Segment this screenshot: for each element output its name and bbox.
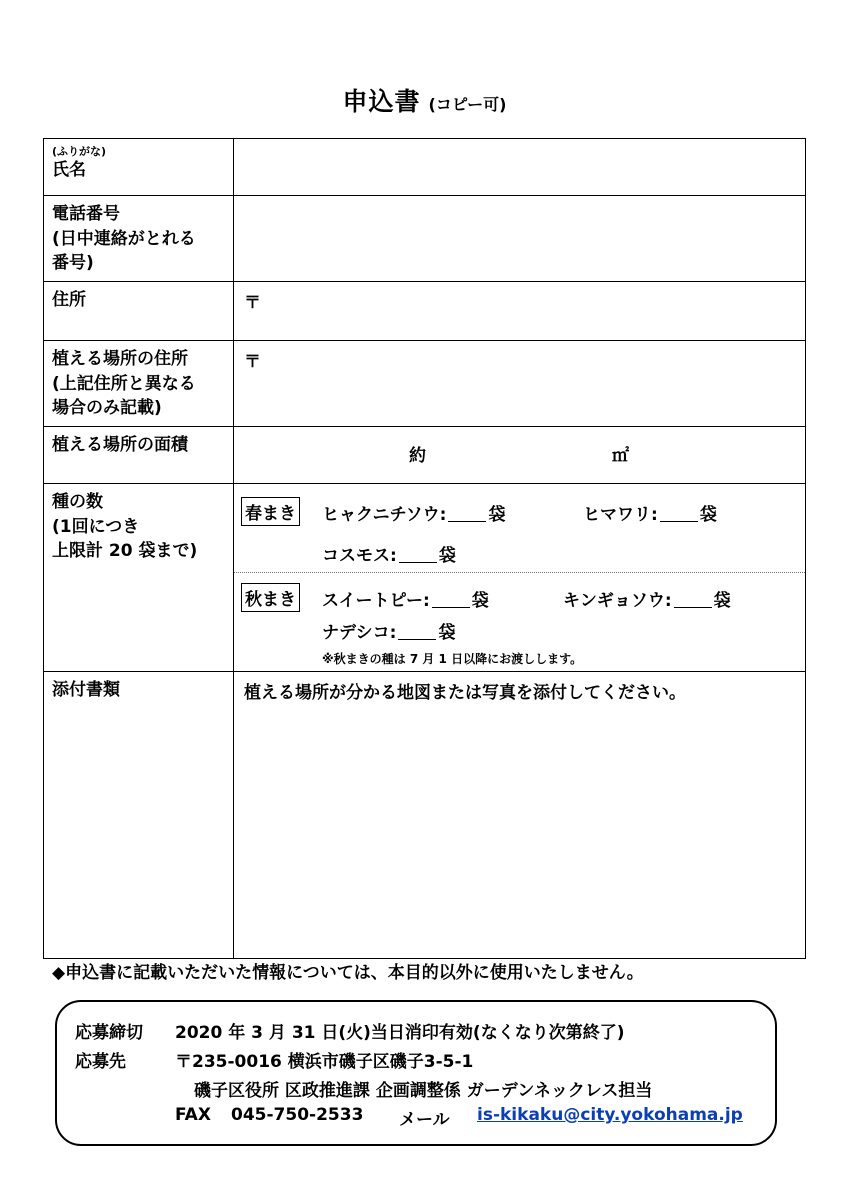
plant-address-label-cell <box>44 341 234 426</box>
autumn-tag: 秋まき <box>241 583 300 612</box>
fax-label: FAX <box>175 1105 211 1125</box>
plant-address-label-line: (上記住所と異なる <box>52 373 196 394</box>
seed-item-dianthus <box>322 618 455 643</box>
tel-label-line: 電話番号 <box>52 204 120 224</box>
tel-label-line: (日中連絡がとれる <box>52 228 196 249</box>
seed-unit: 袋 <box>713 591 731 611</box>
seed-name: スイートピー: <box>322 591 430 611</box>
to-label: 応募先 <box>75 1052 126 1072</box>
row-seeds <box>44 484 805 672</box>
fax-number: 045-750-2533 <box>231 1105 364 1125</box>
furigana-label: (ふりがな) <box>52 145 107 158</box>
title-main: 申込書 <box>342 87 421 116</box>
seeds-label-line: 上限計 20 袋まで) <box>52 541 198 562</box>
seed-name: ナデシコ: <box>322 623 397 643</box>
seed-count-blank[interactable] <box>674 591 712 608</box>
seed-item-zinnia <box>322 500 505 525</box>
title-sub: (コピー可) <box>428 95 507 114</box>
seed-count-blank[interactable] <box>432 591 470 608</box>
email-link[interactable]: is-kikaku@city.yokohama.jp <box>477 1105 743 1125</box>
seeds-label-cell <box>44 484 234 671</box>
seed-name: ヒマワリ: <box>583 505 658 525</box>
row-attachment <box>44 672 805 958</box>
plant-address-label-line: 植える場所の住所 <box>52 349 188 369</box>
name-field[interactable] <box>234 139 805 195</box>
postal-mark: 〒 <box>244 293 261 313</box>
seed-name: コスモス: <box>322 546 397 566</box>
seed-item-sunflower <box>583 500 717 525</box>
application-info-box <box>55 1000 777 1146</box>
form-title <box>0 82 849 118</box>
deadline-label: 応募締切 <box>75 1023 143 1043</box>
attachment-field[interactable] <box>234 672 805 958</box>
area-unit: ㎡ <box>612 446 629 466</box>
seeds-field <box>234 484 805 671</box>
to-address: 〒235-0016 横浜市磯子区磯子3-5-1 <box>175 1052 474 1072</box>
row-tel <box>44 196 805 282</box>
seed-count-blank[interactable] <box>660 505 698 522</box>
area-field[interactable] <box>234 427 805 483</box>
seed-unit: 袋 <box>699 505 717 525</box>
seed-count-blank[interactable] <box>448 505 486 522</box>
seed-count-blank[interactable] <box>399 546 437 563</box>
row-plant-address <box>44 341 805 427</box>
to-dept: 磯子区役所 区政推進課 企画調整係 ガーデンネックレス担当 <box>194 1081 653 1101</box>
seed-name: ヒャクニチソウ: <box>322 505 447 525</box>
seeds-label-line: 種の数 <box>52 492 103 512</box>
spring-block <box>234 484 805 573</box>
seed-unit: 袋 <box>438 623 456 643</box>
address-label: 住所 <box>44 282 234 340</box>
seed-name: キンギョソウ: <box>563 591 672 611</box>
name-label-cell <box>44 139 234 195</box>
row-name <box>44 139 805 196</box>
mail-label: メール <box>399 1110 450 1130</box>
plant-address-field[interactable] <box>234 341 805 426</box>
seed-unit: 袋 <box>488 505 506 525</box>
application-form-table <box>43 138 806 959</box>
privacy-notice: ◆申込書に記載いただいた情報については、本目的以外に使用いたしません。 <box>52 963 644 983</box>
seed-item-cosmos <box>322 541 456 566</box>
deadline-text: 2020 年 3 月 31 日(火)当日消印有効(なくなり次第終了) <box>175 1023 625 1043</box>
address-field[interactable] <box>234 282 805 340</box>
seeds-label-line: (1回につき <box>52 516 140 537</box>
name-label: 氏名 <box>52 160 86 181</box>
seed-item-sweetpea <box>322 586 489 611</box>
tel-label-line: 番号) <box>52 253 94 274</box>
autumn-note: ※秋まきの種は 7 月 1 日以降にお渡しします。 <box>322 652 583 666</box>
attachment-label: 添付書類 <box>44 672 234 958</box>
seed-unit: 袋 <box>438 546 456 566</box>
tel-label-cell <box>44 196 234 281</box>
seed-unit: 袋 <box>471 591 489 611</box>
autumn-block <box>234 573 805 673</box>
spring-tag: 春まき <box>241 497 300 526</box>
attachment-instruction: 植える場所が分かる地図または写真を添付してください。 <box>244 683 686 703</box>
seed-item-snapdragon <box>563 586 731 611</box>
area-label: 植える場所の面積 <box>44 427 234 483</box>
plant-address-label-line: 場合のみ記載) <box>52 398 162 419</box>
area-approx: 約 <box>409 446 426 466</box>
postal-mark: 〒 <box>244 352 261 372</box>
tel-field[interactable] <box>234 196 805 281</box>
row-address <box>44 282 805 341</box>
row-area <box>44 427 805 484</box>
seed-count-blank[interactable] <box>398 623 436 640</box>
